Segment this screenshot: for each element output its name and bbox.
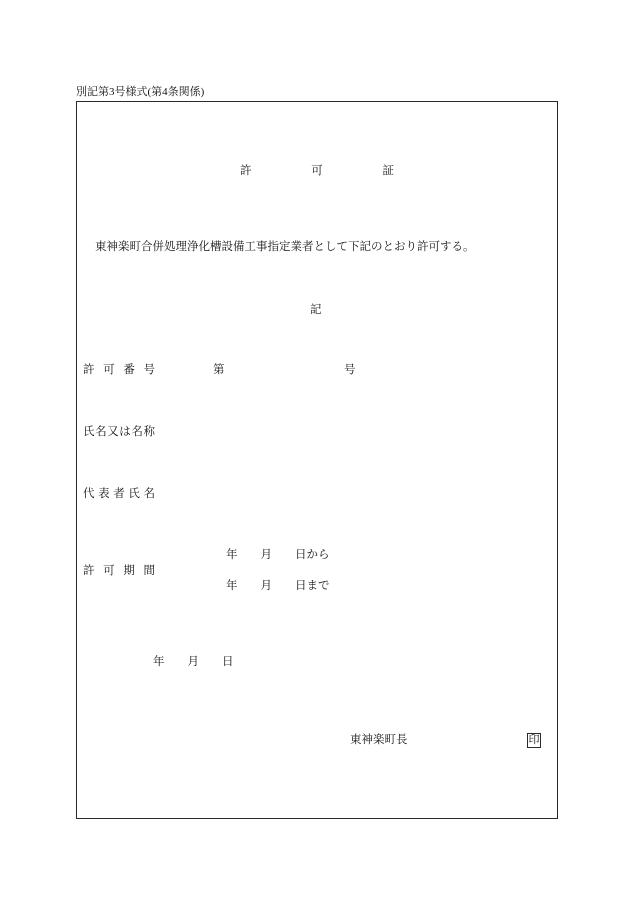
- ki-heading: 記: [310, 304, 322, 316]
- permit-number-label: 許 可 番 号: [83, 364, 155, 376]
- representative-label: 代 表 者 氏 名: [83, 488, 155, 500]
- permit-number-suffix: 号: [344, 364, 356, 376]
- permit-statement: 東神楽町合併処理浄化槽設備工事指定業者として下記のとおり許可する。: [95, 241, 475, 253]
- name-label: 氏名又は名称: [83, 426, 155, 438]
- title-char: 可: [311, 165, 323, 177]
- issue-date: 年 月 日: [153, 656, 234, 668]
- permit-period-from: 年 月 日から: [226, 549, 330, 561]
- issuer-title: 東神楽町長: [350, 734, 408, 746]
- permit-period-label: 許 可 期 間: [83, 565, 155, 577]
- form-title: [240, 165, 394, 177]
- seal-mark: 印: [528, 734, 540, 746]
- title-char: 許: [240, 165, 252, 177]
- permit-number-prefix: 第: [213, 364, 225, 376]
- form-caption: 別記第3号様式(第4条関係): [76, 86, 205, 98]
- form-frame: [76, 101, 558, 819]
- title-char: 証: [382, 165, 394, 177]
- permit-period-to: 年 月 日まで: [226, 580, 330, 592]
